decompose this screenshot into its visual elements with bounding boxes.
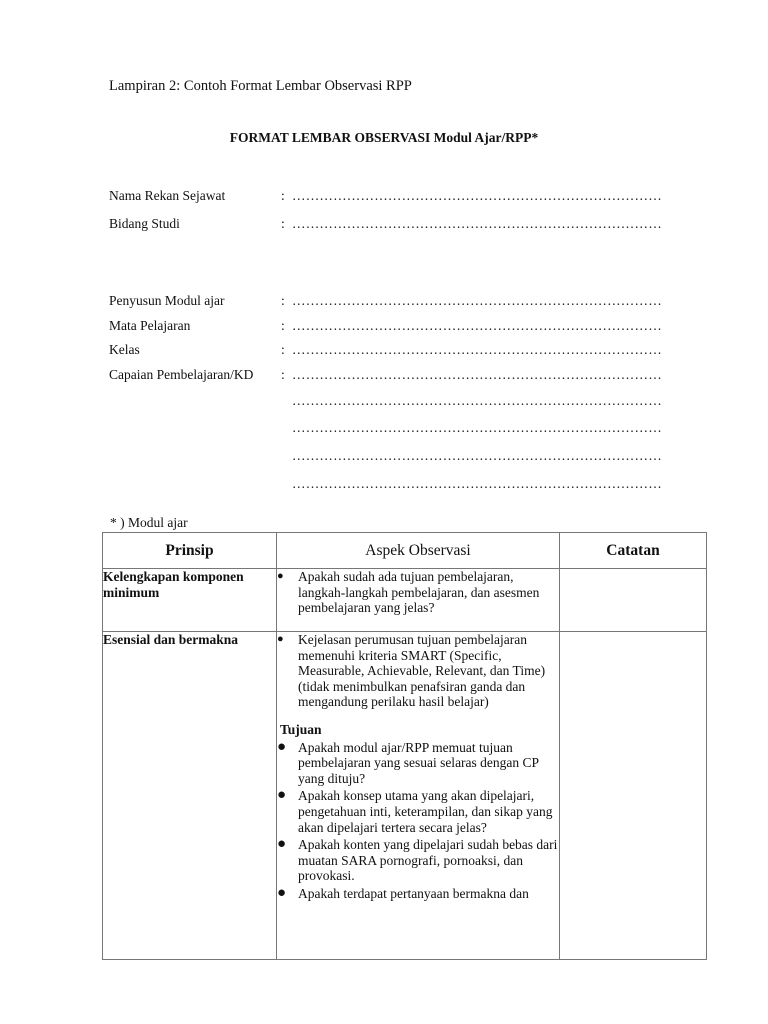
header-aspek-observasi: Aspek Observasi — [277, 533, 560, 569]
list-item — [277, 569, 559, 616]
field-fill-line[interactable]: ……………………………………………………………………… — [292, 318, 662, 333]
table-row — [103, 632, 707, 960]
catatan-cell[interactable] — [560, 632, 707, 960]
table-header-row — [103, 533, 707, 569]
field-label: Capaian Pembelajaran/KD — [109, 367, 254, 382]
observation-table — [102, 532, 707, 960]
continuation-fill-line[interactable]: ……………………………………………………………………… — [292, 420, 662, 435]
aspek-text: Kejelasan perumusan tujuan pembelajaran memenuhi kriteria SMART (Specific, Measurable, Achievable, Relevant, dan Time) (tidak menimbulkan penafsiran ganda dan mengandung perilaku hasil belajar) — [298, 632, 546, 710]
prinsip-cell: Esensial dan bermakna — [103, 632, 277, 960]
tujuan-list — [277, 740, 559, 902]
field-colon: : — [281, 216, 285, 231]
tujuan-text: Apakah terdapat pertanyaan bermakna dan — [298, 885, 529, 901]
appendix-caption: Lampiran 2: Contoh Format Lembar Observasi RPP — [109, 78, 412, 94]
aspek-text: Apakah sudah ada tujuan pembelajaran, langkah-langkah pembelajaran, dan asesmen pembelajaran yang jelas? — [298, 569, 540, 616]
continuation-fill-line[interactable]: ……………………………………………………………………… — [292, 393, 662, 408]
footnote: * ) Modul ajar — [110, 515, 188, 530]
header-catatan: Catatan — [560, 533, 707, 569]
list-item — [277, 837, 559, 884]
continuation-fill-line[interactable]: ……………………………………………………………………… — [292, 476, 662, 491]
tujuan-text: Apakah modul ajar/RPP memuat tujuan pembelajaran yang sesuai selaras dengan CP yang dituju? — [298, 739, 539, 786]
bullet-icon: ● — [277, 836, 287, 853]
field-fill-line[interactable]: ……………………………………………………………………… — [292, 293, 662, 308]
field-label: Kelas — [109, 342, 140, 357]
form-title: FORMAT LEMBAR OBSERVASI Modul Ajar/RPP* — [229, 130, 539, 145]
field-fill-line[interactable]: ……………………………………………………………………… — [292, 367, 662, 382]
field-colon: : — [281, 342, 285, 357]
field-fill-line[interactable]: ……………………………………………………………………… — [292, 188, 662, 203]
sub-heading-tujuan: Tujuan — [280, 721, 322, 737]
field-label: Penyusun Modul ajar — [109, 293, 225, 308]
field-colon: : — [281, 293, 285, 308]
aspek-cell — [277, 569, 560, 632]
bullet-icon: ● — [277, 738, 287, 755]
aspek-list — [277, 569, 559, 616]
header-prinsip: Prinsip — [103, 533, 277, 569]
bullet-icon: ● — [277, 570, 284, 582]
field-colon: : — [281, 318, 285, 333]
tujuan-text: Apakah konten yang dipelajari sudah bebas dari muatan SARA pornografi, pornoaksi, dan provokasi. — [298, 837, 558, 884]
list-item — [277, 740, 559, 787]
bullet-icon: ● — [277, 633, 284, 645]
field-colon: : — [281, 367, 285, 382]
aspek-list — [277, 632, 559, 710]
field-colon: : — [281, 188, 285, 203]
list-item — [277, 886, 559, 902]
list-item — [277, 788, 559, 835]
field-fill-line[interactable]: ……………………………………………………………………… — [292, 342, 662, 357]
field-fill-line[interactable]: ……………………………………………………………………… — [292, 216, 662, 231]
continuation-fill-line[interactable]: ……………………………………………………………………… — [292, 448, 662, 463]
tujuan-text: Apakah konsep utama yang akan dipelajari, pengetahuan inti, keterampilan, dan sikap yang akan dipelajari tertera secara jelas? — [298, 788, 553, 835]
bullet-icon: ● — [277, 787, 287, 804]
list-item — [277, 632, 559, 710]
catatan-cell[interactable] — [560, 569, 707, 632]
field-label: Mata Pelajaran — [109, 318, 191, 333]
bullet-icon: ● — [277, 884, 287, 901]
field-label: Nama Rekan Sejawat — [109, 188, 226, 203]
prinsip-cell: Kelengkapan komponen minimum — [103, 569, 277, 632]
field-label: Bidang Studi — [109, 216, 180, 231]
table-row — [103, 569, 707, 632]
aspek-cell — [277, 632, 560, 960]
